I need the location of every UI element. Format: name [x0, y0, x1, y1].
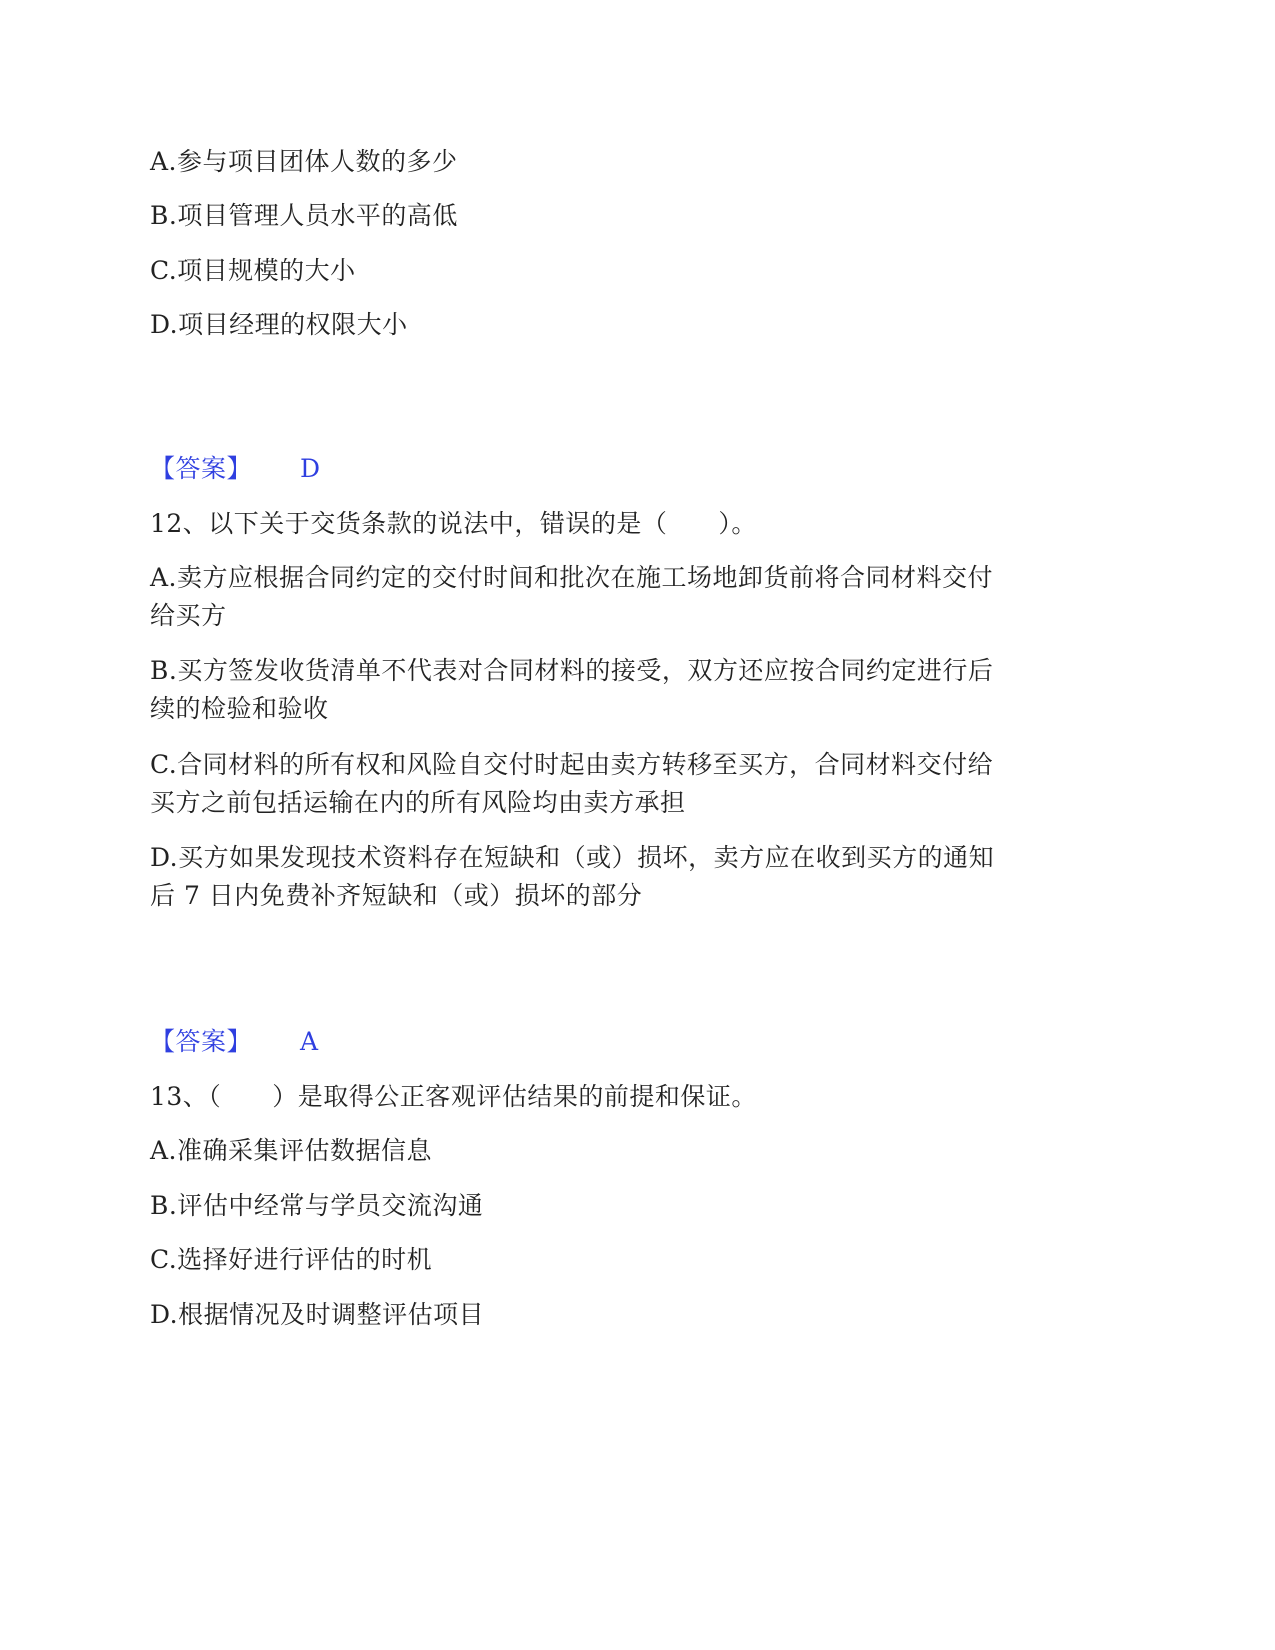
q12-option-c-line1: C.合同材料的所有权和风险自交付时起由卖方转移至买方，合同材料交付给 — [150, 750, 994, 779]
q12-answer-row — [150, 1022, 319, 1062]
q13-option-d: D.根据情况及时调整评估项目 — [150, 1300, 485, 1329]
q12-option-a-line1: A.卖方应根据合同约定的交付时间和批次在施工场地卸货前将合同材料交付 — [150, 563, 994, 592]
q12-option-a-line2: 给买方 — [150, 601, 227, 630]
q12-stem: 12、以下关于交货条款的说法中，错误的是（ ）。 — [150, 509, 757, 538]
q12-option-b-line2: 续的检验和验收 — [150, 694, 329, 723]
q11-option-d: D.项目经理的权限大小 — [150, 310, 408, 339]
q11-option-c: C.项目规模的大小 — [150, 256, 356, 285]
q12-option-d-line2: 后 7 日内免费补齐短缺和（或）损坏的部分 — [150, 881, 643, 910]
q13-option-b: B.评估中经常与学员交流沟通 — [150, 1191, 484, 1220]
q13-stem: 13、（ ）是取得公正客观评估结果的前提和保证。 — [150, 1082, 757, 1111]
q11-option-b: B.项目管理人员水平的高低 — [150, 201, 458, 230]
q11-answer-value: D — [300, 454, 321, 483]
answer-label: 【答案】 — [150, 454, 253, 483]
q12-answer-value: A — [300, 1027, 319, 1056]
answer-label: 【答案】 — [150, 1027, 253, 1056]
q12-option-b-line1: B.买方签发收货清单不代表对合同材料的接受，双方还应按合同约定进行后 — [150, 656, 994, 685]
q12-option-d-line1: D.买方如果发现技术资料存在短缺和（或）损坏，卖方应在收到买方的通知 — [150, 843, 995, 872]
q11-option-a: A.参与项目团体人数的多少 — [150, 147, 458, 176]
q13-option-a: A.准确采集评估数据信息 — [150, 1136, 433, 1165]
q13-option-c: C.选择好进行评估的时机 — [150, 1245, 433, 1274]
q11-answer-row — [150, 449, 321, 489]
q12-option-c-line2: 买方之前包括运输在内的所有风险均由卖方承担 — [150, 788, 686, 817]
